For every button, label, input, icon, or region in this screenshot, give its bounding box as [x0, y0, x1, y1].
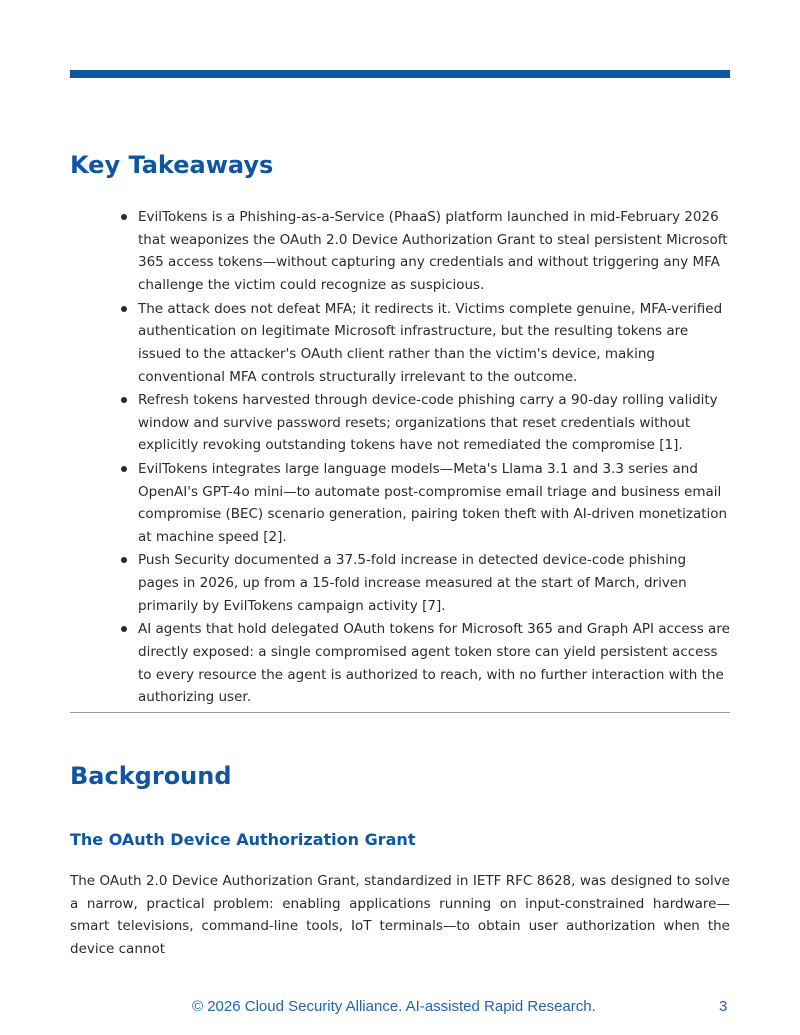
bullet-icon: [121, 306, 127, 312]
list-item-text: Refresh tokens harvested through device-code phishing carry a 90-day rolling validity window and survive password resets; organizations that reset credentials without explicitly revoking outstanding tokens have not remediated the compromise [1].: [138, 392, 718, 454]
list-item: [118, 618, 730, 709]
list-item-text: Push Security documented a 37.5-fold increase in detected device-code phishing pages in 2026, up from a 15-fold increase measured at the start of March, driven primarily by EvilTokens campaign activity [7].: [138, 552, 687, 614]
list-item-text: The attack does not defeat MFA; it redirects it. Victims complete genuine, MFA-verified authentication on legitimate Microsoft infrastructure, but the resulting tokens are issued to the attacker's OAuth client rather than the victim's device, making conventional MFA controls structurally irrelevant to the outcome.: [138, 300, 723, 385]
bullet-icon: [121, 557, 127, 563]
subsection-title-oauth-device-grant: The OAuth Device Authorization Grant: [70, 830, 416, 849]
section-title-background: Background: [70, 762, 232, 790]
background-paragraph: The OAuth 2.0 Device Authorization Grant, standardized in IETF RFC 8628, was designed to solve a narrow, practical problem: enabling applications running on input-constrained hardware—smart televisions, command-line tools, IoT terminals—to obtain user authorization when the device cannot: [70, 873, 730, 957]
list-item: [118, 389, 730, 457]
section-divider: [70, 712, 730, 713]
bullet-icon: [121, 466, 127, 472]
takeaways-list: [118, 206, 730, 710]
header-accent-bar: [70, 70, 730, 78]
bullet-icon: [121, 626, 127, 632]
list-item: [118, 206, 730, 297]
list-item-text: AI agents that hold delegated OAuth tokens for Microsoft 365 and Graph API access are directly exposed: a single compromised agent token store can yield persistent access to every resource the agent is authorized to reach, with no further interaction with the authorizing user.: [138, 621, 730, 706]
list-item: [118, 549, 730, 617]
bullet-icon: [121, 214, 127, 220]
section-title-key-takeaways: Key Takeaways: [70, 151, 274, 179]
footer-copyright: © 2026 Cloud Security Alliance. AI-assisted Rapid Research.: [192, 998, 596, 1015]
bullet-icon: [121, 397, 127, 403]
list-item: [118, 298, 730, 389]
page-number: 3: [719, 998, 728, 1015]
list-item-text: EvilTokens integrates large language models—Meta's Llama 3.1 and 3.3 series and OpenAI's GPT-4o mini—to automate post-compromise email triage and business email compromise (BEC) scenario generation, pairing token theft with AI-driven monetization at machine speed [2].: [138, 460, 728, 545]
list-item: [118, 458, 730, 549]
list-item-text: EvilTokens is a Phishing-as-a-Service (PhaaS) platform launched in mid-February 2026 that weaponizes the OAuth 2.0 Device Authorization Grant to steal persistent Microsoft 365 access tokens—without capturing any credentials and without triggering any MFA challenge the victim could recognize as suspicious.: [138, 209, 728, 294]
